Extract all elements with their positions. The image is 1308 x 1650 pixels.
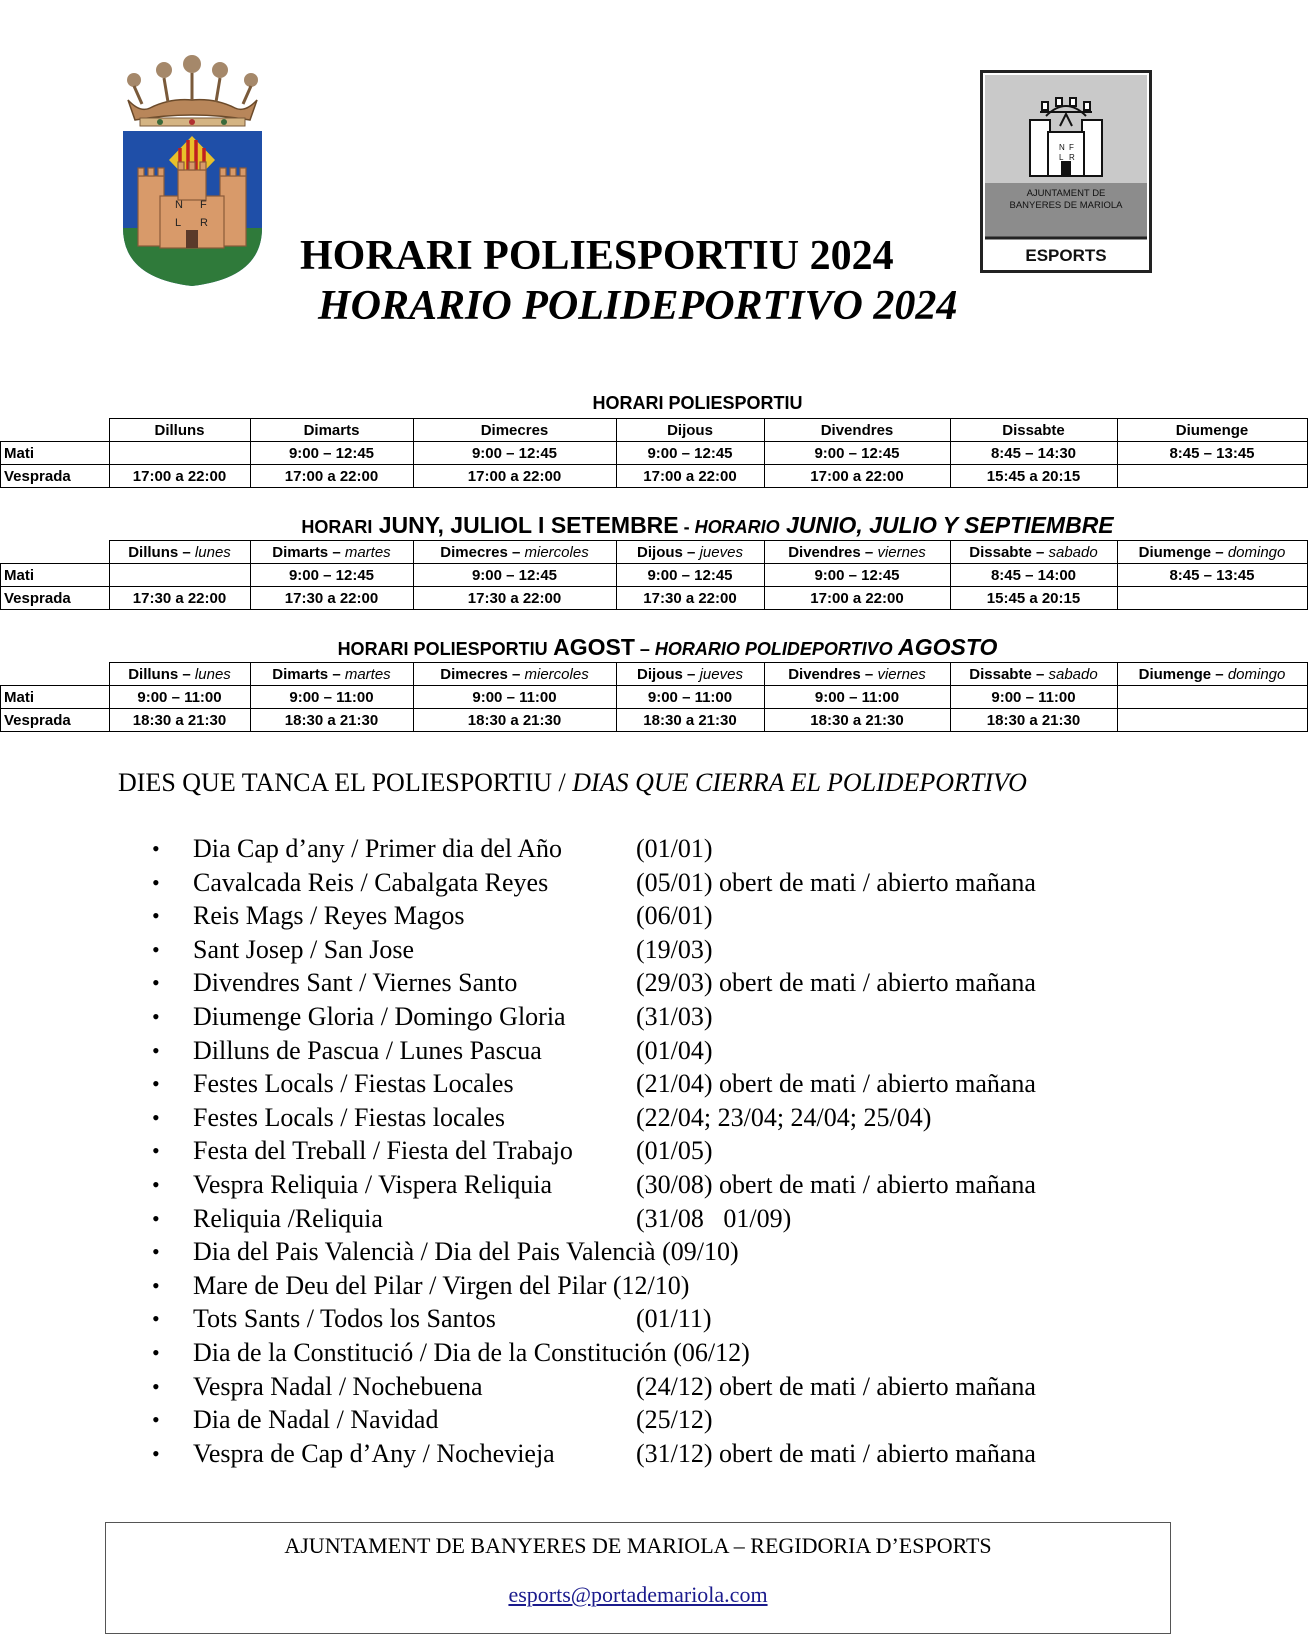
time-cell [109,442,250,465]
logo-letter: F [1069,143,1074,152]
schedule-table [0,418,1308,488]
logo-letter: L [1059,153,1064,162]
closed-day-name: Dilluns de Pascua / Lunes Pascua [193,1035,542,1065]
row-label: Vesprada [1,465,110,488]
time-cell [1117,709,1307,732]
time-cell: 9:00 – 11:00 [109,686,250,709]
schedule-general [0,392,1275,488]
table-row [1,709,1308,732]
bullet-icon: • [152,1003,160,1029]
schedule-table [0,662,1308,732]
closed-day-date: (29/03) obert de mati / abierto mañana [636,968,1036,998]
bullet-icon: • [152,1373,160,1399]
header-blank-cell [1,663,110,686]
time-cell [1117,587,1307,610]
footer-text: AJUNTAMENT DE BANYERES DE MARIOLA – REGIDORIA D’ESPORTS [284,1533,992,1558]
closed-day-name: Festes Locals / Fiestas locales [193,1102,505,1132]
logo-letter: N [1059,143,1065,152]
time-cell: 9:00 – 11:00 [616,686,764,709]
time-cell: 18:30 a 21:30 [764,709,950,732]
logo-line2: BANYERES DE MARIOLA [1009,200,1123,211]
bullet-icon: • [152,970,160,996]
closed-day-name: Diumenge Gloria / Domingo Gloria [193,1001,566,1031]
row-label: Mati [1,564,110,587]
time-cell: 17:00 a 22:00 [109,465,250,488]
day-header: Dijous – jueves [616,541,764,564]
time-cell [1117,465,1307,488]
time-cell: 17:00 a 22:00 [764,465,950,488]
page-subtitle: HORARIO POLIDEPORTIVO 2024 [318,283,958,329]
bullet-icon: • [152,1272,160,1298]
closed-day-date: (01/11) [636,1304,712,1334]
day-header: Dilluns – lunes [109,663,250,686]
time-cell: 9:00 – 12:45 [250,442,413,465]
closed-day-name: Divendres Sant / Viernes Santo [193,968,518,998]
crown-icon [127,55,258,126]
schedule-title [0,512,1275,540]
schedule-title [0,634,1275,662]
time-cell: 17:00 a 22:00 [250,465,413,488]
schedule-august [0,634,1286,732]
bullet-icon: • [152,1171,160,1197]
bullet-icon: • [152,836,160,861]
schedule-title-part: AGOST [547,634,635,660]
time-cell: 18:30 a 21:30 [950,709,1117,732]
day-header: Dijous [616,419,764,442]
table-header-row [1,541,1308,564]
closed-day-date: (19/03) [636,934,713,964]
closed-heading-es: DIAS QUE CIERRA EL POLIDEPORTIVO [572,768,1027,797]
day-header: Dilluns – lunes [109,541,250,564]
closed-day-name: Cavalcada Reis / Cabalgata Reyes [193,867,549,897]
table-row [1,465,1308,488]
crest-letter: F [200,199,207,211]
closed-day-name: Tots Sants / Todos los Santos [193,1304,496,1334]
day-header: Divendres – viernes [764,541,950,564]
bullet-icon: • [152,1071,160,1097]
time-cell: 9:00 – 11:00 [250,686,413,709]
time-cell: 9:00 – 12:45 [616,564,764,587]
bullet-icon: • [152,1239,160,1265]
time-cell [1117,686,1307,709]
table-header-row [1,419,1308,442]
page-title: HORARI POLIESPORTIU 2024 [300,233,894,279]
bullet-icon: • [152,1205,160,1231]
bullet-icon: • [152,1104,160,1130]
closed-day-name: Festa del Treball / Fiesta del Trabajo [193,1136,573,1166]
closed-day-date: (06/01) [636,901,713,931]
logo-label: ESPORTS [1025,246,1107,265]
bullet-icon: • [152,936,160,962]
header-blank-cell [1,419,110,442]
bullet-icon: • [152,1440,160,1466]
time-cell: 8:45 – 14:30 [950,442,1117,465]
coat-of-arms-logo [120,58,265,288]
bullet-icon: • [152,869,160,895]
schedule-title-part: HORARI POLIESPORTIU [337,639,548,659]
closed-heading-ca: DIES QUE TANCA EL POLIESPORTIU / [118,768,573,797]
crest-letter: L [175,217,182,229]
table-row [1,587,1308,610]
table-row [1,442,1308,465]
bullet-icon: • [152,1037,160,1063]
time-cell: 15:45 a 20:15 [950,465,1117,488]
time-cell: 9:00 – 12:45 [616,442,764,465]
closed-day-date: (31/12) obert de mati / abierto mañana [636,1438,1036,1468]
time-cell: 17:30 a 22:00 [250,587,413,610]
closed-day-date: (21/04) obert de mati / abierto mañana [636,1069,1036,1099]
bullet-icon: • [152,1339,160,1365]
closed-day-date: (31/08 01/09) [636,1203,792,1233]
day-header: Dilluns [109,419,250,442]
day-header: Diumenge – domingo [1117,663,1307,686]
closed-day-name: Vespra Reliquia / Vispera Reliquia [193,1169,552,1199]
row-label: Vesprada [1,587,110,610]
day-header: Dimecres [413,419,616,442]
row-label: Mati [1,442,110,465]
time-cell: 18:30 a 21:30 [413,709,616,732]
closed-day-name: Festes Locals / Fiestas Locales [193,1069,514,1099]
closed-day-date: (01/04) [636,1035,713,1065]
time-cell: 18:30 a 21:30 [250,709,413,732]
time-cell: 9:00 – 12:45 [764,564,950,587]
table-row [1,564,1308,587]
bullet-icon: • [152,1306,160,1332]
day-header: Divendres – viernes [764,663,950,686]
closed-day-name: Dia de la Constitució / Dia de la Constitución (06/12) [193,1337,750,1367]
time-cell: 8:45 – 13:45 [1117,564,1307,587]
table-header-row [1,663,1308,686]
header-blank-cell [1,541,110,564]
time-cell: 17:30 a 22:00 [616,587,764,610]
schedule-title-part: JUNY, JULIOL I SETEMBRE [372,512,679,538]
schedule-title-part: HORARIO [694,517,780,537]
row-label: Mati [1,686,110,709]
schedule-title-part: - [678,517,695,537]
bullet-icon: • [152,903,160,929]
day-header: Diumenge [1117,419,1307,442]
schedule-title-part: – [634,639,655,659]
closed-day-date: (25/12) [636,1405,713,1435]
closed-day-name: Dia del Pais Valencià / Dia del Pais Valencià (09/10) [193,1237,739,1267]
crest-letter: R [200,217,208,229]
time-cell: 17:30 a 22:00 [413,587,616,610]
day-header: Dimarts [250,419,413,442]
day-header: Dissabte – sabado [950,663,1117,686]
row-label: Vesprada [1,709,110,732]
bullet-icon: • [152,1138,160,1164]
day-header: Dimecres – miercoles [413,663,616,686]
closed-day-name: Reis Mags / Reyes Magos [193,901,465,931]
time-cell: 9:00 – 11:00 [764,686,950,709]
time-cell: 9:00 – 12:45 [250,564,413,587]
crest-letter: N [175,199,183,211]
logo-line1: AJUNTAMENT DE [1026,188,1106,199]
closed-days-heading [118,768,1027,798]
day-header: Dimarts – martes [250,663,413,686]
closed-day-name: Vespra de Cap d’Any / Nochevieja [193,1438,555,1468]
closed-day-name: Mare de Deu del Pilar / Virgen del Pilar (12/10) [193,1270,690,1300]
closed-day-name: Dia de Nadal / Navidad [193,1405,439,1435]
schedule-title-part: JUNIO, JULIO Y SEPTIEMBRE [779,512,1114,538]
day-header: Dissabte – sabado [950,541,1117,564]
closed-day-name: Reliquia /Reliquia [193,1203,383,1233]
time-cell: 8:45 – 13:45 [1117,442,1307,465]
day-header: Divendres [764,419,950,442]
schedule-table [0,540,1308,610]
footer-box [105,1522,1171,1634]
schedule-title [0,392,1275,418]
time-cell: 18:30 a 21:30 [616,709,764,732]
closed-day-name: Dia Cap d’any / Primer dia del Año [193,834,562,863]
closed-day-date: (05/01) obert de mati / abierto mañana [636,867,1036,897]
time-cell: 9:00 – 11:00 [413,686,616,709]
day-header: Dissabte [950,419,1117,442]
schedule-title-part: AGOSTO [892,634,998,660]
schedule-title-part: HORARIO POLIDEPORTIVO [654,639,893,659]
day-header: Dijous – jueves [616,663,764,686]
closed-day-date: (30/08) obert de mati / abierto mañana [636,1169,1036,1199]
closed-day-date: (01/01) [636,834,713,863]
closed-day-date: (31/03) [636,1001,713,1031]
schedule-summer [0,512,1286,610]
day-header: Diumenge – domingo [1117,541,1307,564]
closed-day-name: Sant Josep / San Jose [193,934,414,964]
email-link[interactable]: esports@portademariola.com [508,1582,768,1607]
closed-day-name: Vespra Nadal / Nochebuena [193,1371,483,1401]
time-cell: 9:00 – 12:45 [413,442,616,465]
closed-day-date: (01/05) [636,1136,713,1166]
time-cell: 17:00 a 22:00 [413,465,616,488]
time-cell: 9:00 – 11:00 [950,686,1117,709]
time-cell: 15:45 a 20:15 [950,587,1117,610]
time-cell: 17:30 a 22:00 [109,587,250,610]
closed-day-date: (24/12) obert de mati / abierto mañana [636,1371,1036,1401]
closed-day-date: (22/04; 23/04; 24/04; 25/04) [636,1102,932,1132]
schedule-title-part: HORARI [301,517,373,537]
time-cell: 17:00 a 22:00 [764,587,950,610]
time-cell: 18:30 a 21:30 [109,709,250,732]
time-cell: 17:00 a 22:00 [616,465,764,488]
day-header: Dimarts – martes [250,541,413,564]
esports-logo [980,70,1152,273]
time-cell [109,564,250,587]
schedule-title-ca: HORARI POLIESPORTIU [592,393,803,413]
bullet-icon: • [152,1407,160,1433]
time-cell: 8:45 – 14:00 [950,564,1117,587]
table-row [1,686,1308,709]
logo-letter: R [1069,153,1075,162]
day-header: Dimecres – miercoles [413,541,616,564]
time-cell: 9:00 – 12:45 [764,442,950,465]
time-cell: 9:00 – 12:45 [413,564,616,587]
